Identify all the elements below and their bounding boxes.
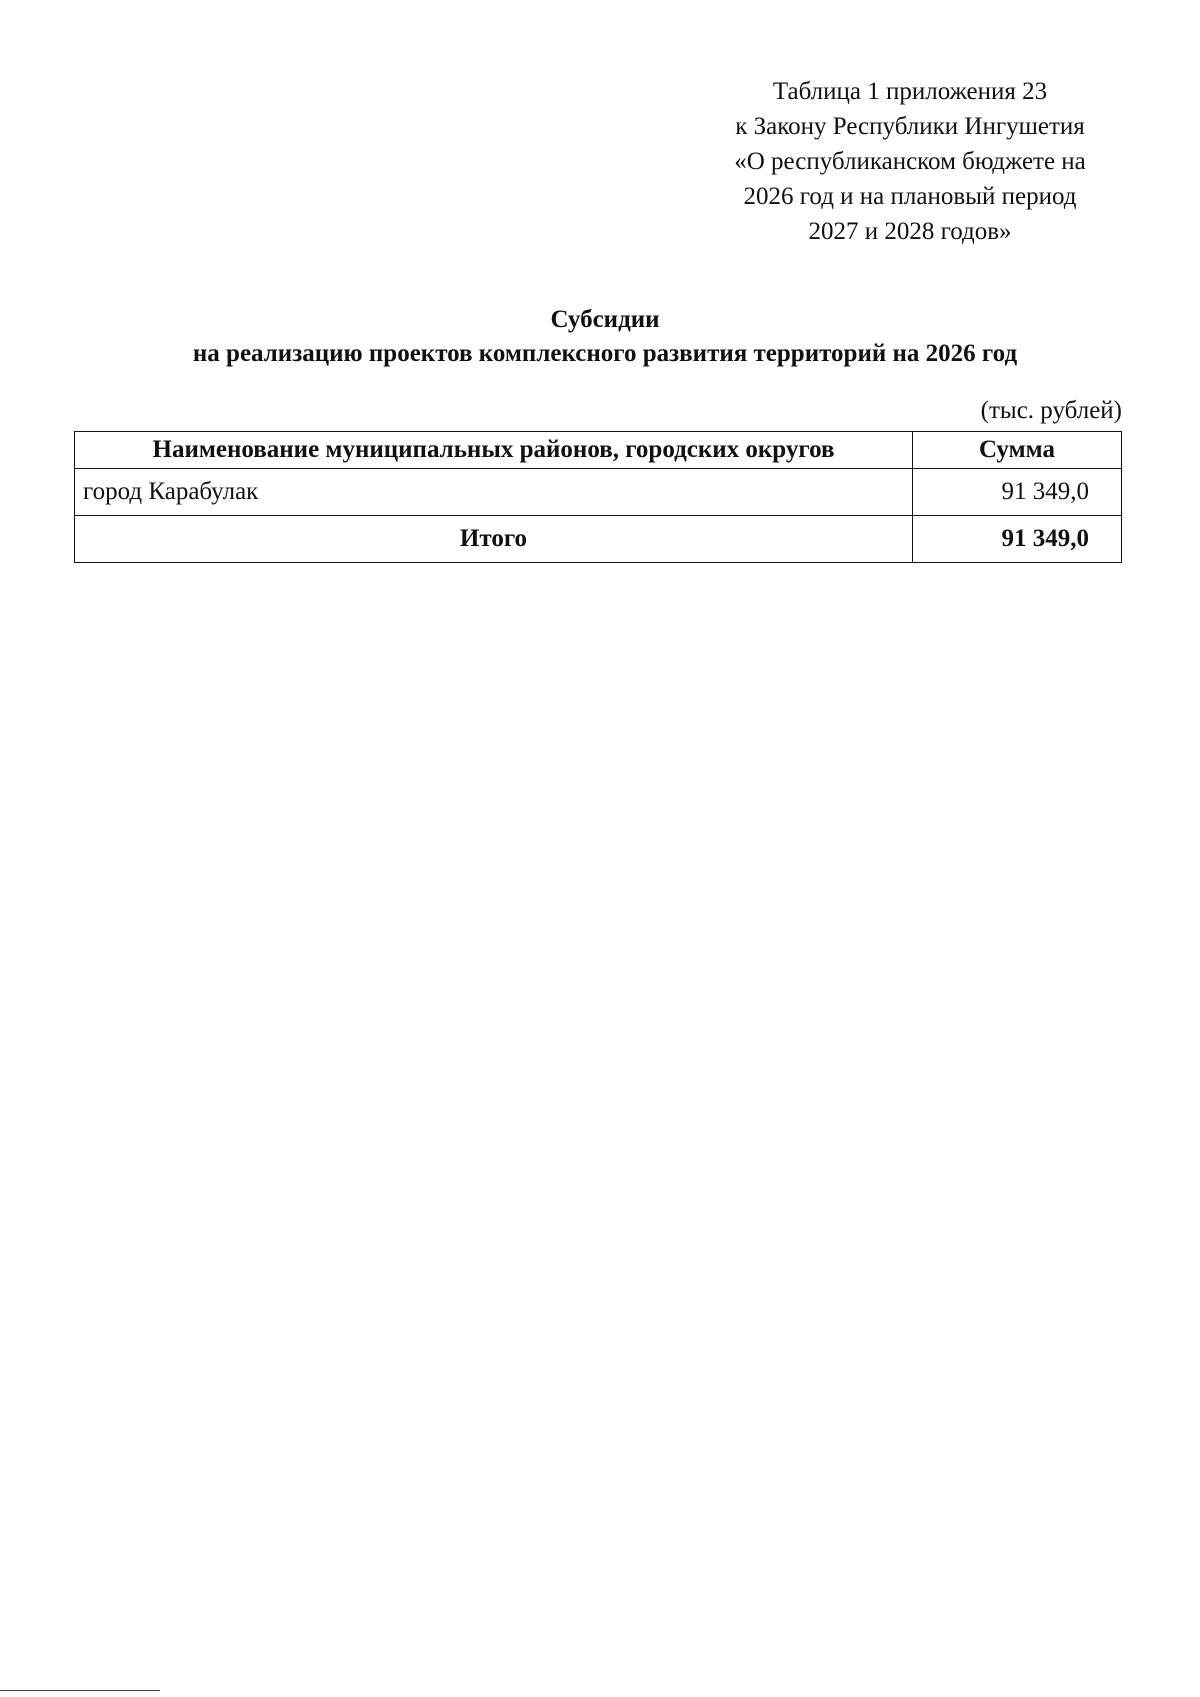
title-line-2: на реализацию проектов комплексного развития территорий на 2026 год bbox=[192, 340, 1018, 367]
document-title bbox=[60, 303, 1150, 371]
total-amount: 91 349,0 bbox=[913, 516, 1122, 563]
units-label: (тыс. рублей) bbox=[980, 397, 1122, 424]
appendix-line: 2027 и 2028 годов» bbox=[808, 218, 1012, 245]
table-row bbox=[75, 469, 1122, 516]
title-line-1: Субсидии bbox=[550, 306, 660, 333]
subsidies-table bbox=[74, 431, 1122, 563]
header-municipality: Наименование муниципальных районов, городских округов bbox=[75, 432, 913, 469]
appendix-line: к Закону Республики Ингушетия bbox=[735, 113, 1085, 140]
appendix-reference bbox=[650, 74, 1170, 249]
header-amount: Сумма bbox=[913, 432, 1122, 469]
municipality-name: город Карабулак bbox=[75, 469, 913, 516]
scan-artifact-line bbox=[0, 1690, 160, 1691]
amount-value: 91 349,0 bbox=[913, 469, 1122, 516]
total-label: Итого bbox=[75, 516, 913, 563]
total-row bbox=[75, 516, 1122, 563]
appendix-line: 2026 год и на плановый период bbox=[743, 183, 1077, 210]
appendix-line: «О республиканском бюджете на bbox=[734, 148, 1086, 175]
table-header-row bbox=[75, 432, 1122, 469]
appendix-line: Таблица 1 приложения 23 bbox=[772, 78, 1048, 105]
